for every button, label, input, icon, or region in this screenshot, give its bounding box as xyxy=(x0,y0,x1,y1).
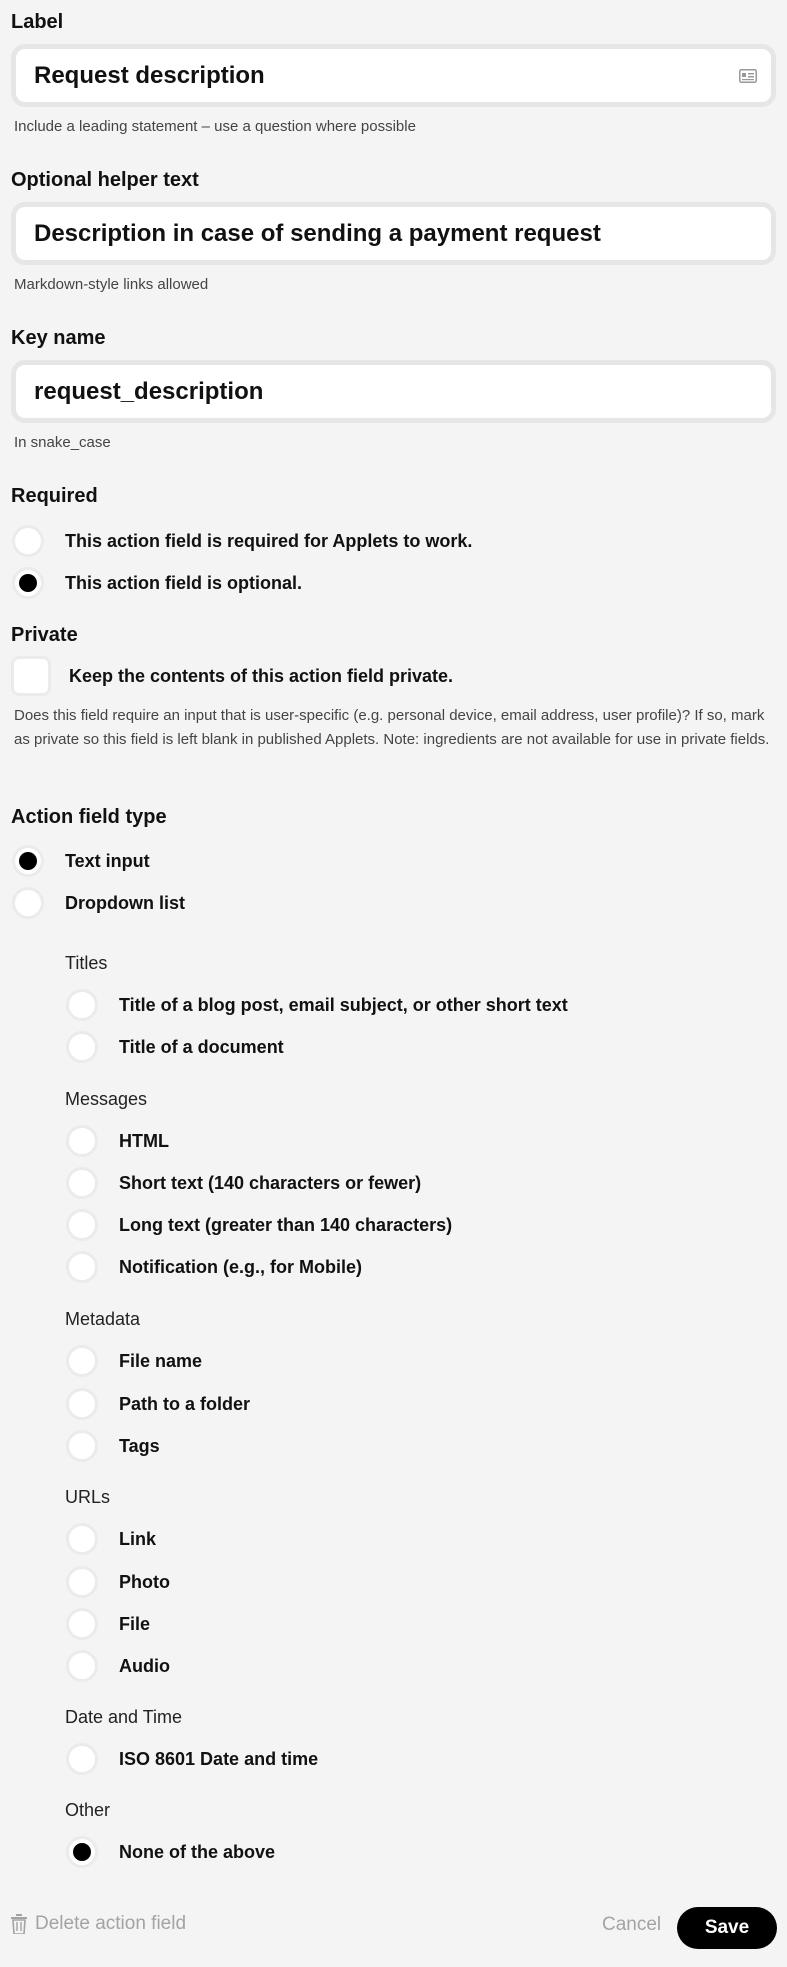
ingredient-option[interactable] xyxy=(66,1029,284,1065)
field-type-dropdown-list[interactable] xyxy=(12,885,185,921)
ingredient-option[interactable] xyxy=(66,1249,362,1285)
radio-label: Short text (140 characters or fewer) xyxy=(119,1172,422,1193)
radio-button[interactable] xyxy=(66,1345,98,1377)
field-type-title: Action field type xyxy=(11,806,167,828)
optional-helper-title: Optional helper text xyxy=(11,169,199,191)
radio-label: Notification (e.g., for Mobile) xyxy=(119,1256,362,1277)
radio-label: Text input xyxy=(65,850,150,871)
delete-action-field-button[interactable] xyxy=(11,1913,186,1935)
radio-button[interactable] xyxy=(66,1650,98,1682)
radio-label: File name xyxy=(119,1350,203,1371)
radio-button[interactable] xyxy=(12,567,44,599)
ingredient-option[interactable] xyxy=(66,1165,421,1201)
radio-button[interactable] xyxy=(66,1388,98,1420)
radio-button[interactable] xyxy=(66,1566,98,1598)
radio-label: Title of a blog post, email subject, or other short text xyxy=(119,994,568,1015)
radio-label: This action field is optional. xyxy=(65,572,303,593)
group-title-messages: Messages xyxy=(65,1089,148,1109)
radio-label: Photo xyxy=(119,1571,170,1592)
radio-button[interactable] xyxy=(12,845,44,877)
private-checkbox-label: Keep the contents of this action field private. xyxy=(69,665,454,686)
field-type-text-input[interactable] xyxy=(12,843,150,879)
optional-helper-helper: Markdown-style links allowed xyxy=(14,276,209,293)
radio-label: Long text (greater than 140 characters) xyxy=(119,1214,453,1235)
optional-helper-input-value: Description in case of sending a payment request xyxy=(34,219,601,247)
radio-label: Audio xyxy=(119,1655,170,1676)
radio-button[interactable] xyxy=(66,1836,98,1868)
private-description: Does this field require an input that is user-specific (e.g. personal device, email address, user profile)? If so, mark as private so this field is left blank in published Applets. Note: ingredients are not available for use in private fields. xyxy=(14,707,770,748)
label-input-value: Request description xyxy=(34,61,265,89)
ingredient-option[interactable] xyxy=(66,1386,250,1422)
label-helper: Include a leading statement – use a question where possible xyxy=(14,118,416,135)
group-title-urls: URLs xyxy=(65,1487,111,1507)
required-title: Required xyxy=(11,485,98,507)
key-name-helper: In snake_case xyxy=(14,434,111,451)
radio-button[interactable] xyxy=(66,1125,98,1157)
ingredient-option[interactable] xyxy=(66,1648,170,1684)
radio-label: Dropdown list xyxy=(65,892,185,913)
ingredient-option[interactable] xyxy=(66,1343,202,1379)
group-title-metadata: Metadata xyxy=(65,1309,141,1329)
radio-label: File xyxy=(119,1613,151,1634)
radio-label: HTML xyxy=(119,1130,169,1151)
radio-label: This action field is required for Applets to work. xyxy=(65,530,473,551)
ingredient-option[interactable] xyxy=(66,1123,169,1159)
group-title-date-time: Date and Time xyxy=(65,1707,183,1727)
key-name-input-value: request_description xyxy=(34,377,264,405)
id-card-icon xyxy=(739,69,757,83)
radio-button[interactable] xyxy=(66,1209,98,1241)
required-option-optional[interactable] xyxy=(12,565,302,601)
delete-label: Delete action field xyxy=(35,1913,187,1934)
private-checkbox[interactable] xyxy=(11,656,51,696)
radio-label: Title of a document xyxy=(119,1036,284,1057)
label-title: Label xyxy=(11,11,64,33)
radio-button[interactable] xyxy=(66,1031,98,1063)
radio-button[interactable] xyxy=(66,1743,98,1775)
ingredient-option[interactable] xyxy=(66,1428,160,1464)
ingredient-option[interactable] xyxy=(66,1521,156,1557)
ingredient-option[interactable] xyxy=(66,987,568,1023)
radio-label: None of the above xyxy=(119,1841,276,1862)
radio-button[interactable] xyxy=(66,1167,98,1199)
ingredient-option[interactable] xyxy=(66,1564,170,1600)
radio-button[interactable] xyxy=(12,525,44,557)
ingredient-option[interactable] xyxy=(66,1741,318,1777)
group-title-titles: Titles xyxy=(65,953,108,973)
ingredient-option[interactable] xyxy=(66,1606,150,1642)
key-name-input[interactable] xyxy=(11,360,776,423)
key-name-title: Key name xyxy=(11,327,106,349)
ingredient-option[interactable] xyxy=(66,1834,275,1870)
radio-label: ISO 8601 Date and time xyxy=(119,1748,319,1769)
optional-helper-input[interactable] xyxy=(11,202,776,265)
radio-button[interactable] xyxy=(66,1430,98,1462)
group-title-other: Other xyxy=(65,1800,111,1820)
radio-button[interactable] xyxy=(66,1608,98,1640)
radio-label: Link xyxy=(119,1528,157,1549)
save-button[interactable]: Save xyxy=(677,1907,777,1949)
private-checkbox-row[interactable] xyxy=(11,656,453,696)
radio-label: Path to a folder xyxy=(119,1393,251,1414)
radio-button[interactable] xyxy=(66,1523,98,1555)
required-option-required[interactable] xyxy=(12,523,472,559)
ingredient-option[interactable] xyxy=(66,1207,452,1243)
private-title: Private xyxy=(11,624,78,646)
label-input[interactable] xyxy=(11,44,776,107)
form-footer xyxy=(0,1907,787,1951)
trash-icon xyxy=(11,1914,27,1934)
cancel-button[interactable]: Cancel xyxy=(602,1914,662,1935)
radio-button[interactable] xyxy=(66,989,98,1021)
radio-button[interactable] xyxy=(12,887,44,919)
radio-label: Tags xyxy=(119,1435,160,1456)
radio-button[interactable] xyxy=(66,1251,98,1283)
